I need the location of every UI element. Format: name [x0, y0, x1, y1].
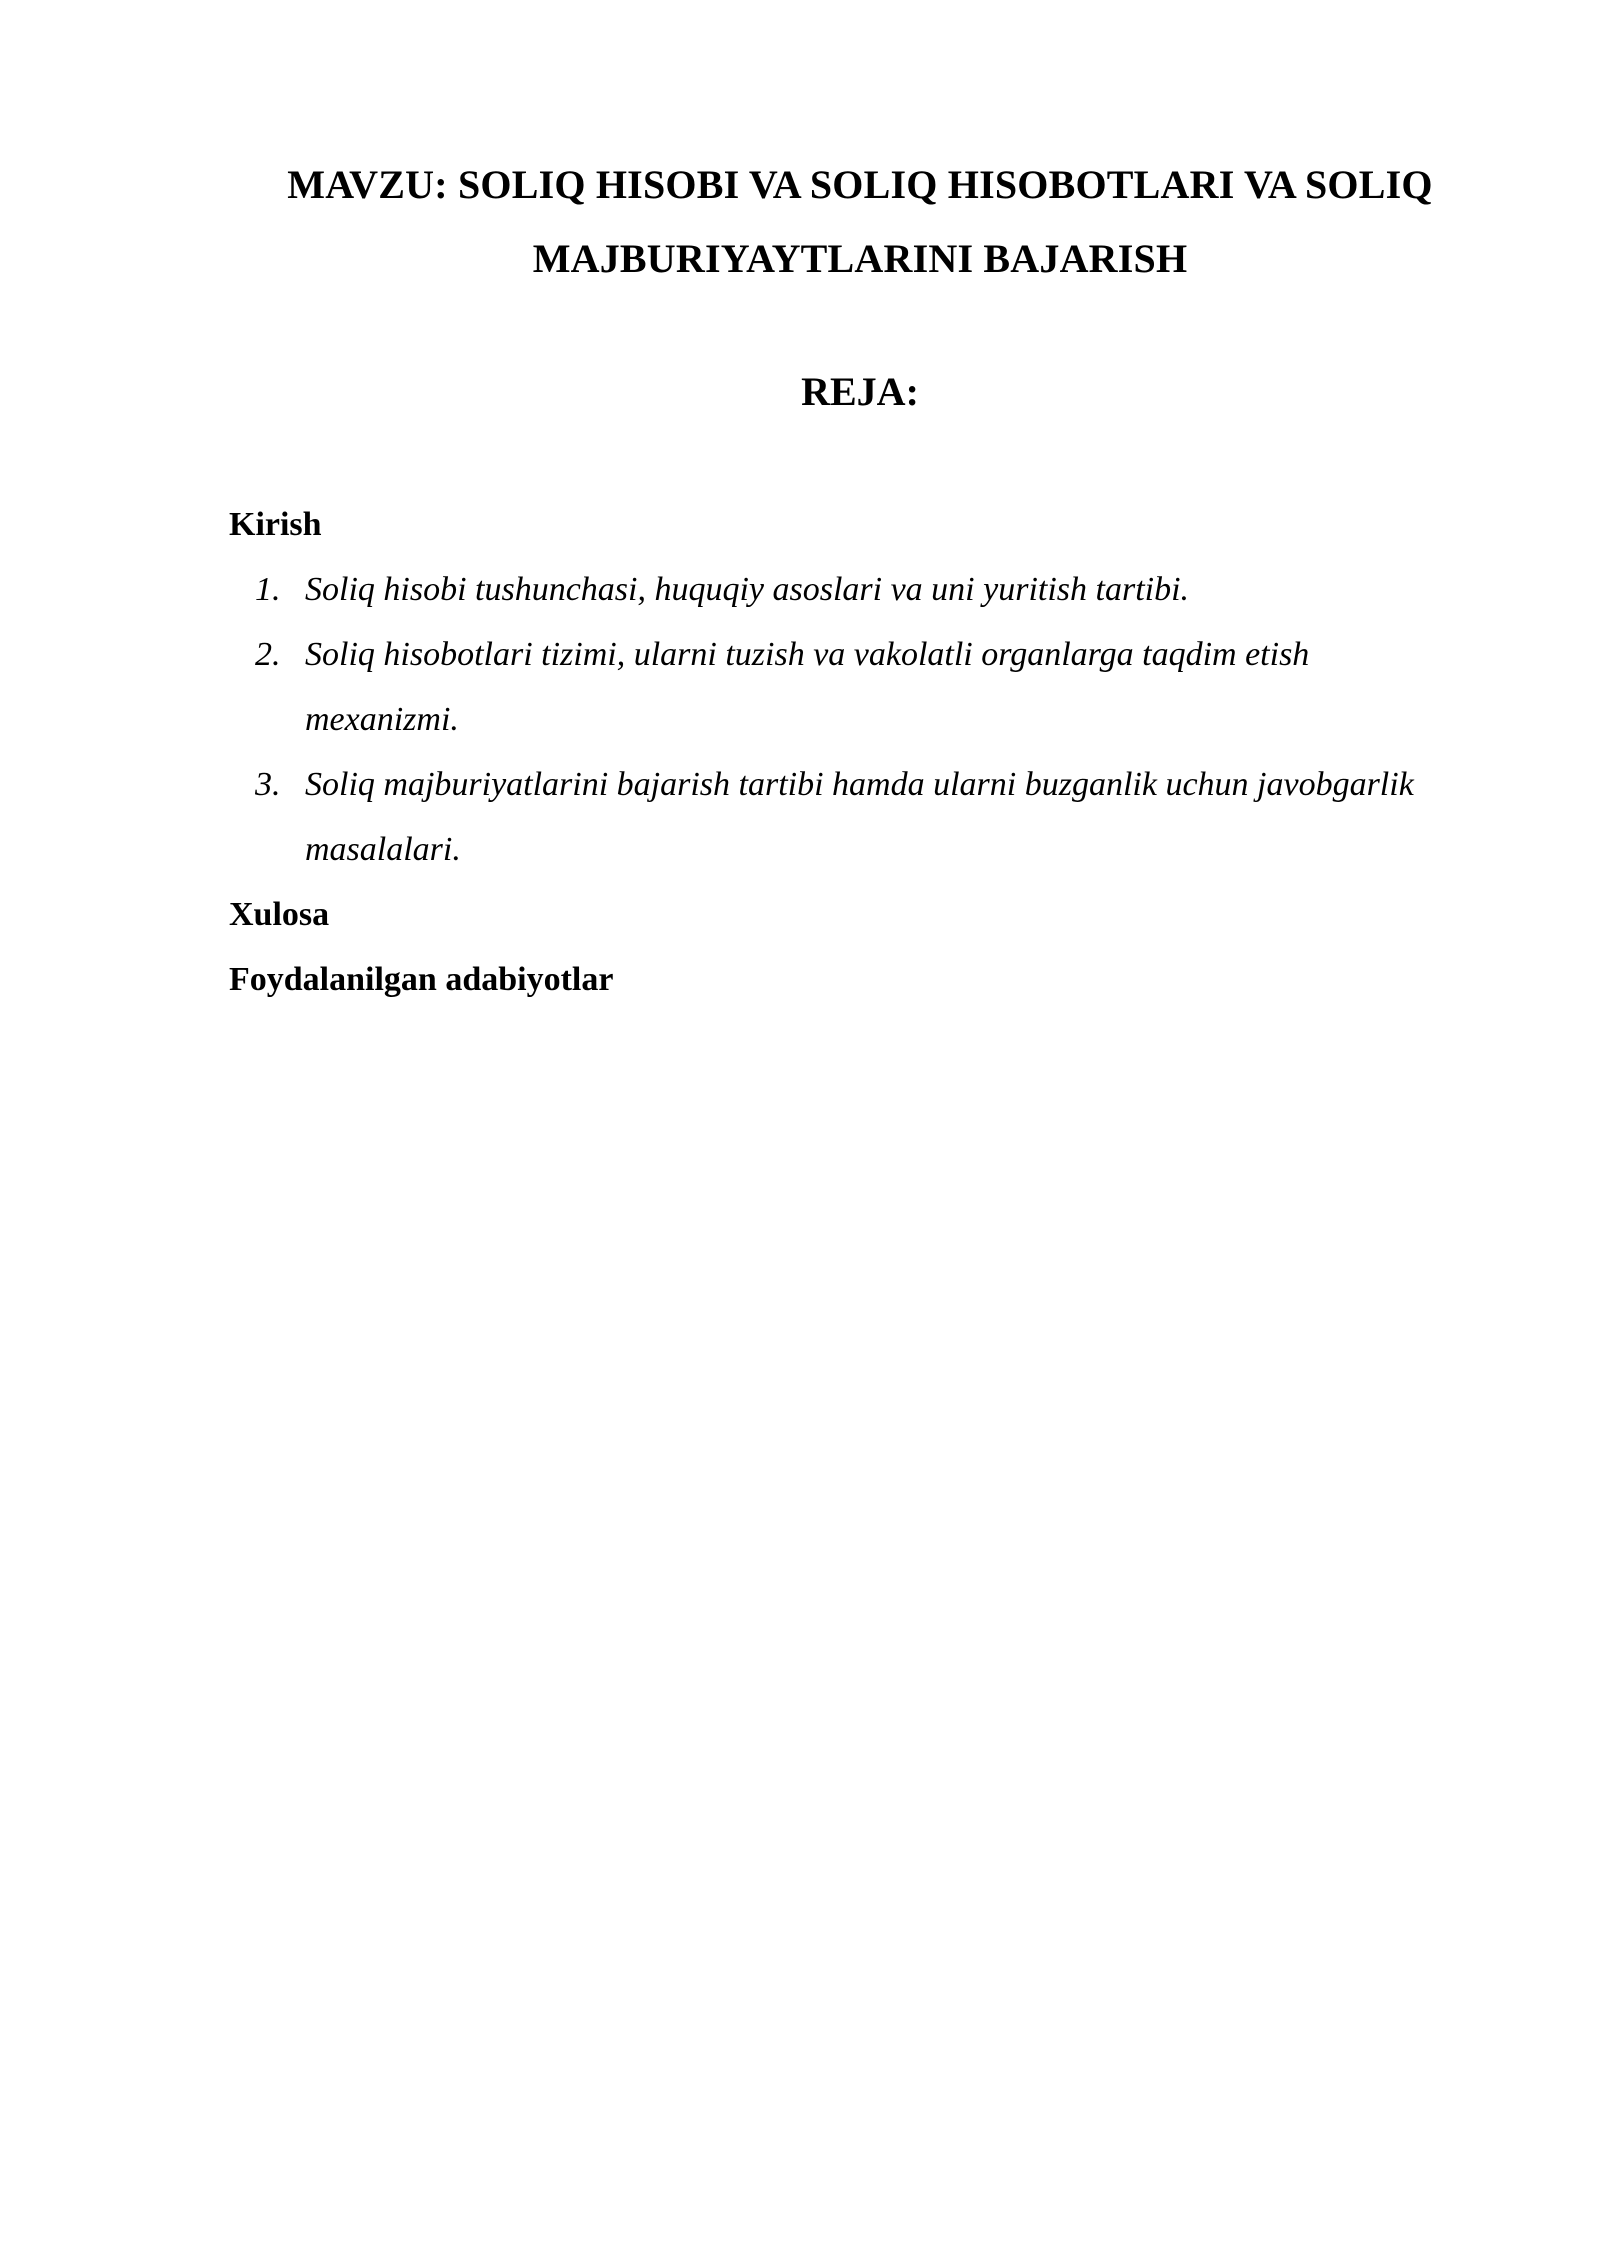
document-title: MAVZU: SOLIQ HISOBI VA SOLIQ HISOBOTLARI VA SOLIQ MAJBURIYAYTLARINI BAJARISH: [287, 162, 1433, 281]
plan-item-number: 2.: [255, 636, 281, 673]
plan-item-text: Soliq hisobi tushunchasi, huquqiy asoslari va uni yuritish tartibi.: [305, 571, 1190, 608]
intro-heading: Kirish: [229, 506, 322, 543]
plan-content: [229, 492, 1469, 1012]
plan-list: [229, 557, 1469, 882]
plan-item-text: Soliq hisobotlari tizimi, ularni tuzish va vakolatli organlarga taqdim etish mexanizmi.: [305, 636, 1310, 738]
plan-item: [229, 752, 1469, 882]
plan-item-text: Soliq majburiyatlarini bajarish tartibi hamda ularni buzganlik uchun javobgarlik masalalari.: [305, 766, 1414, 868]
plan-heading: REJA:: [801, 369, 919, 414]
conclusion-heading: Xulosa: [229, 896, 330, 933]
plan-item: [229, 622, 1469, 752]
plan-item-number: 1.: [255, 571, 281, 608]
plan-item-number: 3.: [255, 766, 281, 803]
references-heading: Foydalanilgan adabiyotlar: [229, 961, 614, 998]
plan-item: [229, 557, 1469, 622]
